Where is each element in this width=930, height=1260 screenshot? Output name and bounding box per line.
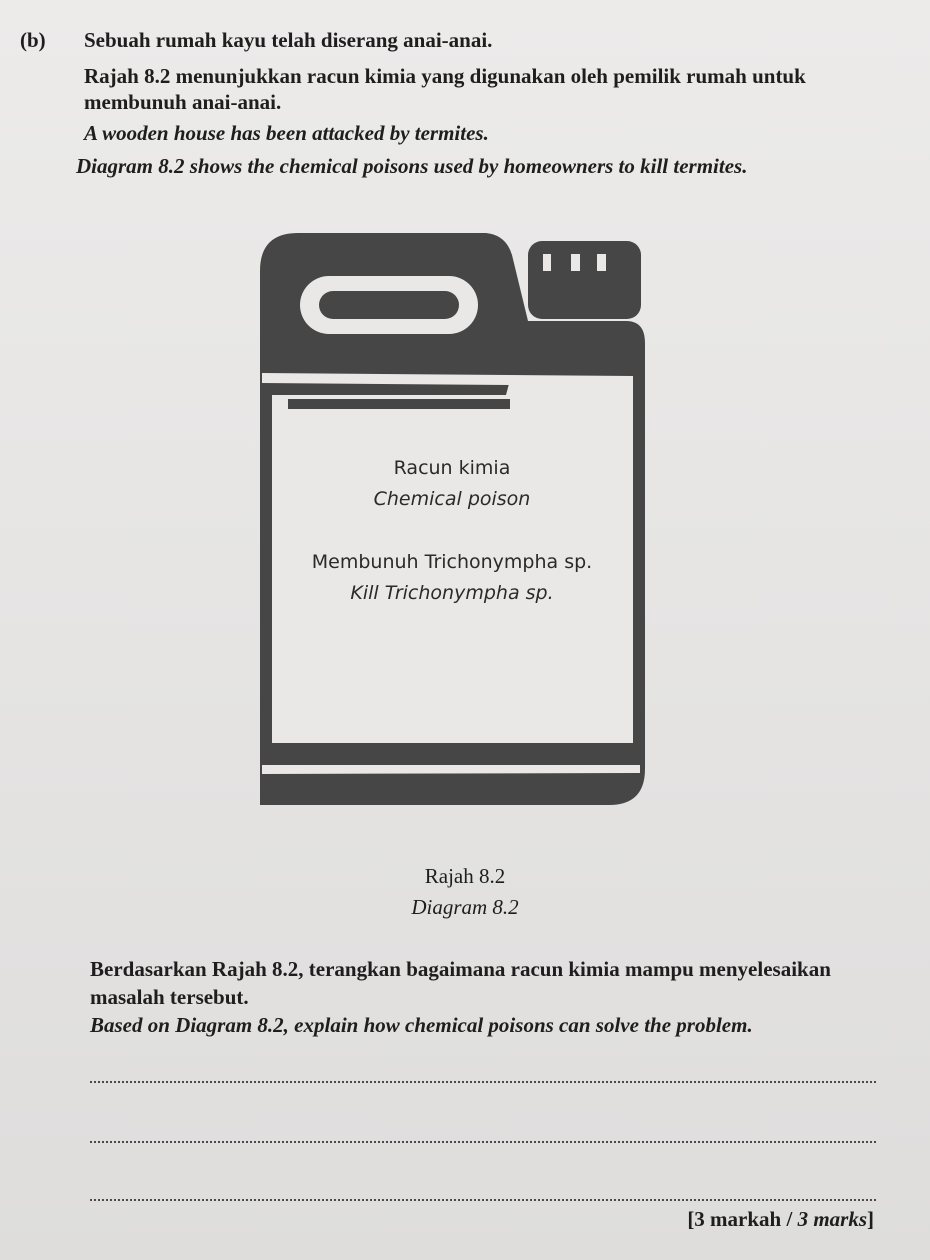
marks-allocation (687, 1207, 874, 1232)
intro-malay-line-3: membunuh anai-anai. (84, 90, 282, 114)
intro-malay-line-2: Rajah 8.2 menunjukkan racun kimia yang digunakan oleh pemilik rumah untuk (84, 64, 806, 88)
cap-grip-mark (571, 254, 580, 271)
label-action-english: Kill Trichonympha sp. (350, 582, 554, 604)
cap-grip-mark (543, 254, 551, 271)
intro-english-line-2: Diagram 8.2 shows the chemical poisons used by homeowners to kill termites. (76, 154, 748, 178)
marks-english: 3 marks (797, 1207, 867, 1231)
intro-malay-line-1: Sebuah rumah kayu telah diserang anai-anai. (84, 28, 493, 52)
cap-grip-mark (597, 254, 606, 271)
label-title-english: Chemical poison (373, 488, 531, 510)
label-top-bar (288, 399, 510, 409)
label-title-malay: Racun kimia (393, 457, 511, 479)
label-action-malay: Membunuh Trichonympha sp. (311, 551, 593, 573)
prompt-english-line-1: Based on Diagram 8.2, explain how chemical poisons can solve the problem. (90, 1013, 753, 1037)
handle-inner (319, 291, 459, 319)
diagram-caption-english: Diagram 8.2 (411, 895, 519, 919)
answer-line-2[interactable] (90, 1141, 876, 1143)
marks-close-bracket: ] (867, 1207, 874, 1231)
base-stripe (262, 765, 640, 774)
container-cap (528, 241, 641, 319)
answer-line-3[interactable] (90, 1199, 876, 1201)
answer-line-1[interactable] (90, 1081, 876, 1083)
prompt-malay-line-1: Berdasarkan Rajah 8.2, terangkan bagaimana racun kimia mampu menyelesaikan (90, 957, 831, 981)
diagram-caption-malay: Rajah 8.2 (424, 864, 506, 888)
intro-english-line-1: A wooden house has been attacked by termites. (84, 121, 489, 145)
prompt-malay-line-2: masalah tersebut. (90, 985, 249, 1009)
chemical-container-diagram (230, 225, 670, 815)
question-part-label: (b) (20, 28, 46, 52)
marks-malay: [3 markah / (687, 1207, 798, 1231)
